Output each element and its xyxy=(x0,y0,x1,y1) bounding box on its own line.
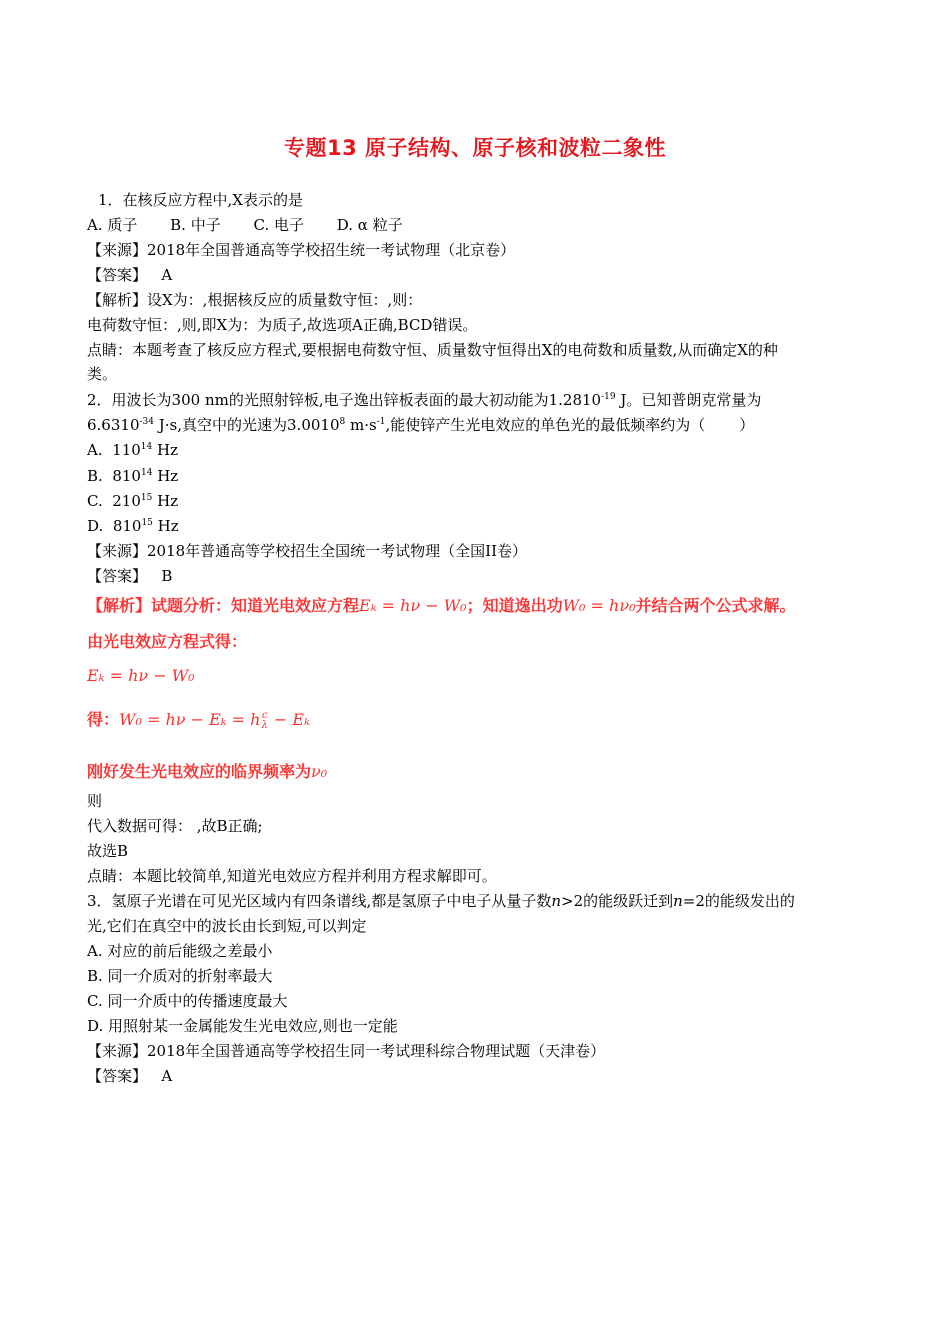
q2-analysis-red-2: 由光电效应方程式得： xyxy=(87,632,248,651)
q3-answer: A xyxy=(161,1067,173,1085)
q2-substitute: 代入数据可得： ,故B正确; xyxy=(87,817,263,835)
q2-analysis-red-5 xyxy=(87,762,327,782)
q2-answer-label: 【答案】 xyxy=(87,567,148,585)
q2-option-a xyxy=(87,440,178,460)
q1-option-d: D. α 粒子 xyxy=(336,216,403,234)
q2-analysis-c: 并结合两个公式求解。 xyxy=(635,596,796,615)
q2-option-d xyxy=(87,516,179,536)
q2-stem-2-exp3: -1 xyxy=(376,417,386,427)
q2-option-b-base: 810 xyxy=(112,467,141,485)
q2-option-a-exp: 14 xyxy=(140,442,153,452)
q2-line-4-formula-b: − Eₖ xyxy=(268,710,310,729)
q1-analysis-1: 【解析】设X为：,根据核反应的质量数守恒：,则： xyxy=(87,291,423,309)
q2-fraction xyxy=(261,711,267,731)
page-title: 专题13 原子结构、原子核和波粒二象性 xyxy=(283,136,667,160)
q2-option-a-base: 110 xyxy=(112,441,141,459)
q1-analysis-2: 电荷数守恒：,则,即X为：为质子,故选项A正确,BCD错误。 xyxy=(87,316,478,334)
q1-answer: A xyxy=(161,266,173,284)
q2-answer-line xyxy=(87,566,172,586)
q3-stem-1-b: >2的能级跃迁到 xyxy=(561,892,674,910)
q2-stem-1 xyxy=(87,390,761,410)
q2-option-c xyxy=(87,491,178,511)
q2-option-b-label: B. xyxy=(87,467,103,485)
q3-option-c: C. 同一介质中的传播速度最大 xyxy=(87,992,288,1010)
q2-option-b-exp: 14 xyxy=(140,468,153,478)
q2-comment: 点睛：本题比较简单,知道光电效应方程并利用方程求解即可。 xyxy=(87,867,497,885)
q2-stem-2-b: J·s,真空中的光速为3.0010 xyxy=(154,416,340,434)
q3-source: 【来源】2018年全国普通高等学校招生同一考试理科综合物理试题（天津卷） xyxy=(87,1042,606,1060)
q2-stem-2-d: ,能使锌产生光电效应的单色光的最低频率约为（ xyxy=(385,416,706,434)
q1-options xyxy=(87,215,403,235)
q2-option-c-exp: 15 xyxy=(140,493,153,503)
q3-option-b: B. 同一介质对的折射率最大 xyxy=(87,967,273,985)
q1-option-c: C. 电子 xyxy=(253,216,304,234)
q2-stem-1-tail: J。已知普朗克常量为 xyxy=(615,391,762,409)
q3-answer-label: 【答案】 xyxy=(87,1067,148,1085)
q2-stem-2-exp1: -34 xyxy=(139,417,154,427)
q3-stem-1 xyxy=(87,891,795,911)
q2-formula-ek: Eₖ = hν − W₀ xyxy=(359,596,467,615)
q2-frac-num: c xyxy=(261,709,268,721)
q2-line-5-sym: ν₀ xyxy=(311,762,328,781)
q3-answer-line xyxy=(87,1066,172,1086)
q2-line-4-prefix: 得： xyxy=(87,710,120,729)
q3-stem-1-c: =2的能级发出的 xyxy=(682,892,795,910)
q2-option-c-unit: Hz xyxy=(152,492,179,510)
q3-stem-2: 光,它们在真空中的波长由长到短,可以判定 xyxy=(87,917,367,935)
q2-option-c-label: C. xyxy=(87,492,103,510)
q2-source: 【来源】2018年普通高等学校招生全国统一考试物理（全国II卷） xyxy=(87,542,528,560)
q3-stem-1-n2: n xyxy=(673,892,683,910)
q2-formula-w0: W₀ = hν₀ xyxy=(562,596,636,615)
q1-option-a: A. 质子 xyxy=(87,216,138,234)
q3-stem-1-a: 3．氢原子光谱在可见光区域内有四条谱线,都是氢原子中电子从量子数 xyxy=(87,892,552,910)
q2-line-4-formula-a: W₀ = hν − Eₖ = h xyxy=(119,710,261,729)
q3-stem-1-n: n xyxy=(551,892,561,910)
q2-option-c-base: 210 xyxy=(112,492,141,510)
q2-option-a-label: A. xyxy=(87,441,103,459)
q2-analysis-a: 【解析】试题分析：知道光电效应方程 xyxy=(87,596,360,615)
q2-analysis-red-1 xyxy=(87,596,796,616)
q2-option-d-exp: 15 xyxy=(141,518,153,528)
q2-option-d-unit: Hz xyxy=(152,517,179,535)
q1-stem: 1．在核反应方程中,X表示的是 xyxy=(98,191,303,209)
q2-stem-2-exp2: 8 xyxy=(339,417,346,427)
q2-stem-2-c: m·s xyxy=(345,416,377,434)
q1-option-b: B. 中子 xyxy=(170,216,221,234)
q2-option-b-unit: Hz xyxy=(152,467,179,485)
q1-comment-1: 点睛：本题考查了核反应方程式,要根据电荷数守恒、质量数守恒得出X的电荷数和质量数,从而确定X的种 xyxy=(87,341,778,359)
q2-option-d-label: D. xyxy=(87,517,104,535)
q2-stem-2-a: 6.6310 xyxy=(87,416,140,434)
q2-option-d-base: 810 xyxy=(112,517,142,535)
q2-choose: 故选B xyxy=(87,842,129,860)
q2-frac-den: λ xyxy=(261,719,268,731)
q2-option-b xyxy=(87,466,178,486)
q2-formula-line-3: Eₖ = hν − W₀ xyxy=(87,666,195,685)
q1-answer-label: 【答案】 xyxy=(87,266,148,284)
q2-stem-2-e: ） xyxy=(739,416,755,434)
q3-option-a: A. 对应的前后能级之差最小 xyxy=(87,942,273,960)
q1-comment-2: 类。 xyxy=(87,365,118,383)
q2-answer: B xyxy=(161,567,173,585)
q1-answer-line xyxy=(87,265,172,285)
q2-stem-1-text: 2．用波长为300 nm的光照射锌板,电子逸出锌板表面的最大初动能为1.2810 xyxy=(87,391,602,409)
q1-source: 【来源】2018年全国普通高等学校招生统一考试物理（北京卷） xyxy=(87,241,516,259)
q2-line-5-text: 刚好发生光电效应的临界频率为 xyxy=(87,762,312,781)
q2-analysis-red-3 xyxy=(87,666,195,686)
q2-analysis-red-4 xyxy=(87,710,310,731)
q2-analysis-b: ；知道逸出功 xyxy=(466,596,563,615)
q3-option-d: D. 用照射某一金属能发生光电效应,则也一定能 xyxy=(87,1017,398,1035)
q2-stem-2 xyxy=(87,415,754,435)
q2-stem-1-exp: -19 xyxy=(601,392,616,402)
q2-option-a-unit: Hz xyxy=(152,441,179,459)
q2-then: 则 xyxy=(87,792,103,810)
